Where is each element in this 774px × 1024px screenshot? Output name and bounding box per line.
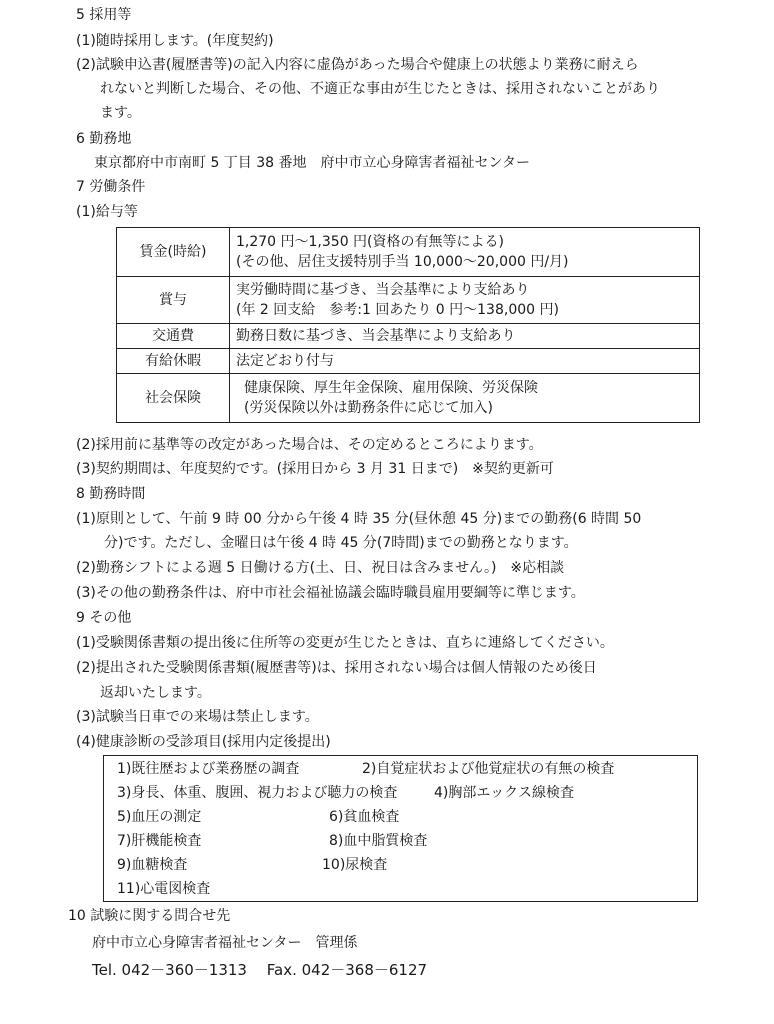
exam-item-5: 5)血圧の測定 (117, 809, 202, 825)
table-row-wage (117, 228, 700, 277)
table-row-bonus (117, 277, 700, 324)
wage-value: 1,270 円～1,350 円(資格の有無等による) (その他、居住支援特別手当 10,000～20,000 円/月) (230, 228, 700, 277)
section-8-item-1-line-2: 分)です。ただし、金曜日は午後 4 時 45 分(7時間)までの勤務となります。 (104, 535, 578, 551)
exam-item-8: 8)血中脂質検査 (329, 833, 428, 849)
contact-organization: 府中市立心身障害者福祉センター 管理係 (92, 935, 358, 951)
exam-item-11: 11)心電図検査 (117, 881, 211, 897)
section-9-item-4: (4)健康診断の受診項目(採用内定後提出) (76, 734, 331, 750)
section-7-item-3: (3)契約期間は、年度契約です。(採用日から 3 月 31 日まで) ※契約更新可 (76, 461, 554, 477)
leave-label: 有給休暇 (117, 349, 230, 374)
section-9-item-2-line-2: 返却いたします。 (100, 685, 211, 701)
section-5-item-2-line-3: ます。 (100, 105, 141, 121)
table-row-insurance (117, 374, 700, 423)
exam-item-4: 4)胸部エックス線検査 (434, 785, 574, 801)
section-8-item-1-line-1: (1)原則として、午前 9 時 00 分から午後 4 時 35 分(昼休憩 45 分)までの勤務(6 時間 50 (76, 511, 642, 527)
section-9-item-2-line-1: (2)提出された受験関係書類(履歴書等)は、採用されない場合は個人情報のため後日 (76, 660, 597, 676)
exam-item-3: 3)身長、体重、腹囲、視力および聴力の検査 (117, 785, 398, 801)
section-7-item-1: (1)給与等 (76, 204, 138, 220)
wage-label: 賃金(時給) (117, 228, 230, 277)
section-5-item-1: (1)随時採用します。(年度契約) (76, 33, 274, 49)
exam-item-9: 9)血糖検査 (117, 857, 188, 873)
transport-value: 勤務日数に基づき、当会基準により支給あり (230, 324, 700, 349)
section-9-item-1: (1)受験関係書類の提出後に住所等の変更が生じたときは、直ちに連絡してください。 (76, 635, 614, 651)
insurance-value: 健康保険、厚生年金保険、雇用保険、労災保険 (労災保険以外は勤務条件に応じて加入) (230, 374, 700, 423)
section-5-item-2-line-2: れないと判断した場合、その他、不適正な事由が生じたときは、採用されないことがあり (100, 81, 660, 97)
section-9-item-3: (3)試験当日車での来場は禁止します。 (76, 709, 319, 725)
section-7-heading: 7 労働条件 (76, 179, 146, 195)
contact-phone-fax: Tel. 042－360－1313 Fax. 042－368－6127 (92, 961, 428, 979)
section-8-item-2: (2)勤務シフトによる週 5 日働ける方(土、日、祝日は含みません。) ※応相談 (76, 560, 565, 576)
section-5-heading: 5 採用等 (76, 7, 132, 23)
bonus-value: 実労働時間に基づき、当会基準により支給あり (年 2 回支給 参考:1 回あたり 0 円～138,000 円) (230, 277, 700, 324)
exam-item-6: 6)貧血検査 (329, 809, 400, 825)
leave-value: 法定どおり付与 (230, 349, 700, 374)
health-exam-items-box (103, 755, 698, 902)
bonus-label: 賞与 (117, 277, 230, 324)
insurance-label: 社会保険 (117, 374, 230, 423)
exam-item-10: 10)尿検査 (322, 857, 388, 873)
section-7-item-2: (2)採用前に基準等の改定があった場合は、その定めるところによります。 (76, 437, 543, 453)
section-10-heading: 10 試験に関する問合せ先 (68, 908, 231, 924)
transport-label: 交通費 (117, 324, 230, 349)
section-8-heading: 8 勤務時間 (76, 486, 146, 502)
table-row-transport (117, 324, 700, 349)
section-8-item-3: (3)その他の勤務条件は、府中市社会福祉協議会臨時職員雇用要綱等に準じます。 (76, 585, 585, 601)
section-5-item-2-line-1: (2)試験申込書(履歴書等)の記入内容に虚偽があった場合や健康上の状態より業務に耐えら (76, 57, 639, 73)
exam-item-1: 1)既往歴および業務歴の調査 (117, 761, 300, 777)
exam-item-7: 7)肝機能検査 (117, 833, 202, 849)
section-6-address: 東京都府中市南町 5 丁目 38 番地 府中市立心身障害者福祉センター (94, 155, 530, 171)
section-9-heading: 9 その他 (76, 610, 132, 626)
table-row-leave (117, 349, 700, 374)
pay-conditions-table (116, 227, 700, 423)
exam-item-2: 2)自覚症状および他覚症状の有無の検査 (362, 761, 615, 777)
section-6-heading: 6 勤務地 (76, 131, 132, 147)
